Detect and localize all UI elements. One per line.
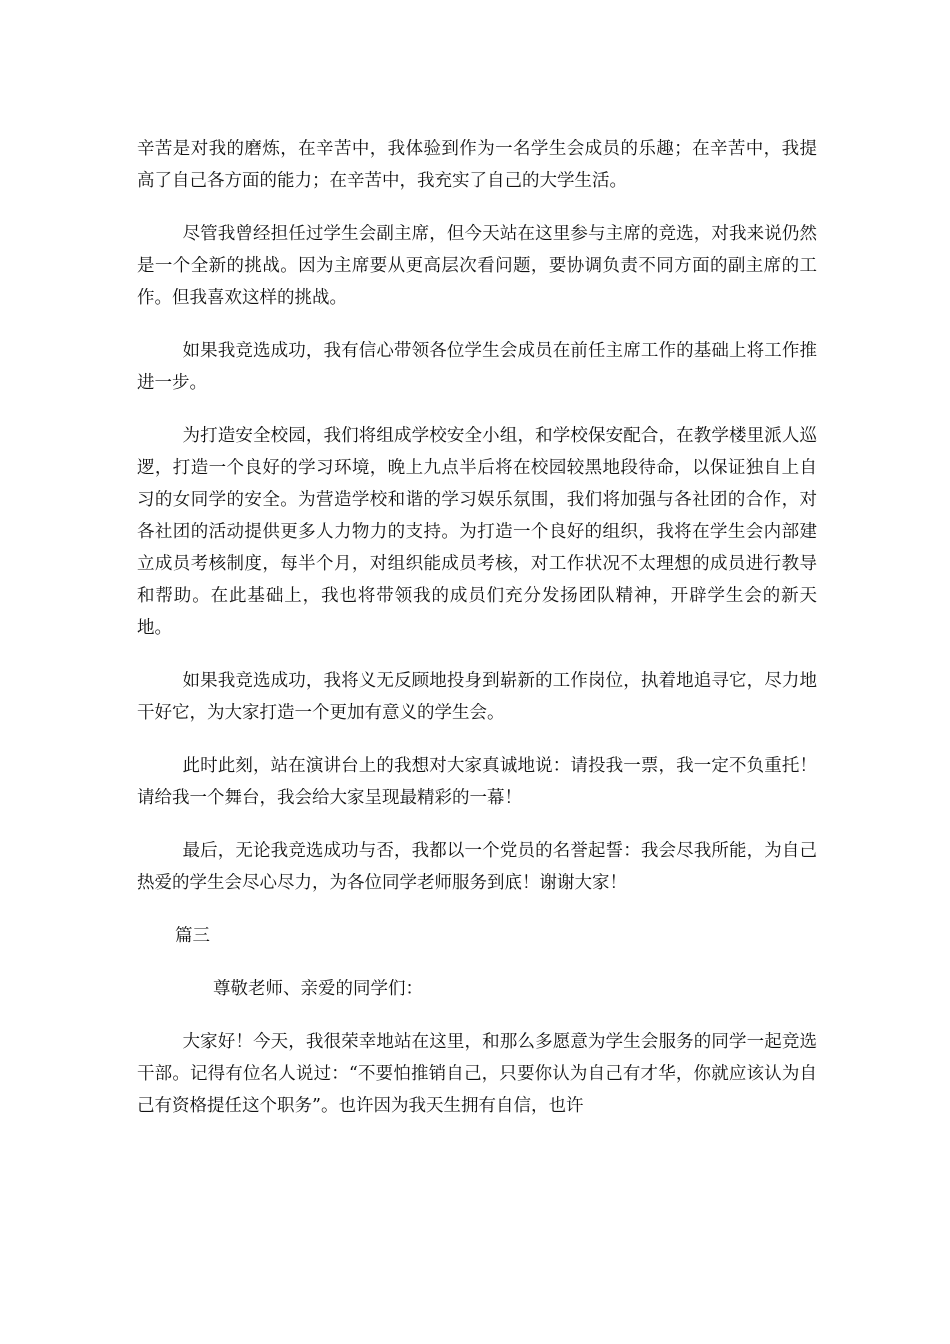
paragraph-6: 此时此刻，站在演讲台上的我想对大家真诚地说：请投我一票，我一定不负重托！请给我一个舞台，我会给大家呈现最精彩的一幕！ bbox=[137, 756, 817, 808]
salutation: 尊敬老师、亲爱的同学们： bbox=[213, 979, 423, 999]
section-heading: 篇三 bbox=[175, 926, 210, 946]
paragraph-7: 最后，无论我竞选成功与否，我都以一个党员的名誉起誓：我会尽我所能，为自己热爱的学生会尽心尽力，为各位同学老师服务到底！谢谢大家！ bbox=[137, 841, 817, 893]
paragraph-8: 大家好！今天，我很荣幸地站在这里，和那么多愿意为学生会服务的同学一起竞选干部。记得有位名人说过：“不要怕推销自己，只要你认为自己有才华，你就应该认为自己有资格提任这个职务”。也许因为我天生拥有自信，也许 bbox=[137, 1032, 817, 1116]
paragraph-2: 尽管我曾经担任过学生会副主席，但今天站在这里参与主席的竞选，对我来说仍然是一个全新的挑战。因为主席要从更高层次看问题，要协调负责不同方面的副主席的工作。但我喜欢这样的挑战。 bbox=[137, 224, 817, 308]
paragraph-5: 如果我竞选成功，我将义无反顾地投身到崭新的工作岗位，执着地追寻它，尽力地干好它，为大家打造一个更加有意义的学生会。 bbox=[137, 671, 817, 723]
document-body bbox=[137, 133, 817, 1143]
paragraph-3: 如果我竞选成功，我有信心带领各位学生会成员在前任主席工作的基础上将工作推进一步。 bbox=[137, 341, 817, 393]
paragraph-1: 辛苦是对我的磨炼，在辛苦中，我体验到作为一名学生会成员的乐趣；在辛苦中，我提高了自己各方面的能力；在辛苦中，我充实了自己的大学生活。 bbox=[137, 139, 817, 191]
paragraph-4: 为打造安全校园，我们将组成学校安全小组，和学校保安配合，在教学楼里派人巡逻，打造一个良好的学习环境，晚上九点半后将在校园较黑地段待命，以保证独自上自习的女同学的安全。为营造学校和谐的学习娱乐氛围，我们将加强与各社团的合作，对各社团的活动提供更多人力物力的支持。为打造一个良好的组织，我将在学生会内部建立成员考核制度，每半个月，对组织能成员考核，对工作状况不太理想的成员进行教导和帮助。在此基础上，我也将带领我的成员们充分发扬团队精神，开辟学生会的新天地。 bbox=[137, 426, 817, 638]
